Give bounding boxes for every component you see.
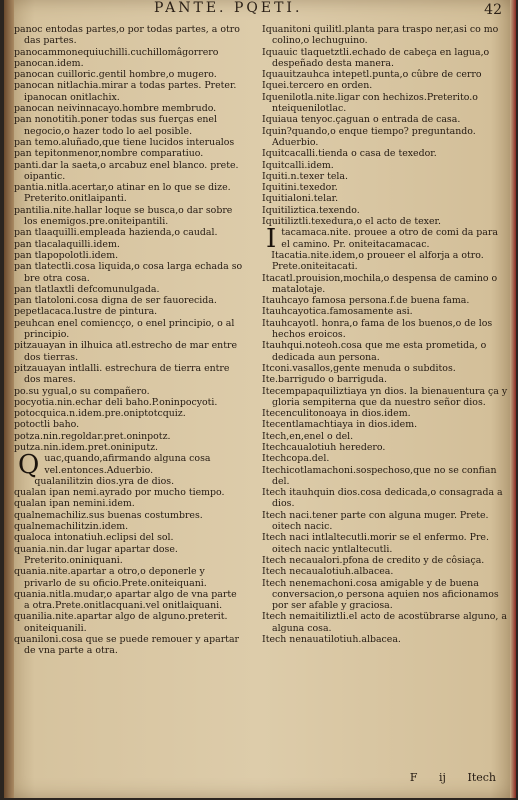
dictionary-entry: qualan ipan nemini.idem.: [14, 498, 135, 510]
dictionary-entry: pan tlacalaquilli.idem.: [14, 238, 120, 250]
dictionary-entry: pan tepitonmenor,nombre comparatiuo.: [14, 148, 204, 160]
dictionary-entry: potoctli baho.: [14, 419, 80, 431]
dictionary-entry: peuhcan enel comiencço, o enel principio, o al principio.: [14, 317, 235, 341]
dictionary-entry: quania.nin.dar lugar apartar dose. Preterito.oniniquani.: [14, 543, 178, 566]
dictionary-entry: Itech itauhquin dios.cosa dedicada,o consagrada a dios.: [262, 487, 503, 510]
dictionary-entry: Itech naci intlaltecutli.morir se el enfermo. Pre. oitech nacic yntlaltecutli.: [262, 532, 489, 555]
dictionary-entry: Iquitcalli.idem.: [262, 159, 334, 171]
dictionary-entry: Itacatia.nite.idem,o proueer el alforja a otro. Prete.oniteitacati.: [271, 249, 484, 273]
dictionary-entry: Iquiti.n.texer tela.: [262, 170, 349, 182]
dictionary-entry: Itauhcayo famosa persona.f.de buena fama.: [262, 295, 470, 307]
dictionary-entry: Itechcaualotiuh heredero.: [262, 441, 386, 453]
dictionary-entry: panocan nitlachia.mirar a todas partes. Preter. ipanocan onitlachix.: [14, 80, 237, 103]
dictionary-entry: Iquitiliztli.texedura,o el acto de texer.: [262, 216, 441, 228]
dictionary-entry: pan tlapopolotli.idem.: [14, 249, 119, 261]
dictionary-entry: pantia.nitla.acertar,o atinar en lo que se dize. Preterito.onitlaipanti.: [14, 182, 231, 205]
folio-number: 42: [484, 2, 502, 18]
dictionary-entry: pitzauayan intlalli. estrechura de tierra entre dos mares.: [14, 362, 230, 386]
dictionary-entry: Iquiaua tenyoc.çaguan o entrada de casa.: [262, 114, 461, 126]
dictionary-entry: Iquin?quando,o enque tiempo? preguntando. Aduerbio.: [262, 125, 476, 148]
dictionary-entry: Iquitcacalli.tienda o casa de texedor.: [262, 148, 437, 160]
dictionary-entry: quanilia.nite.apartar algo de alguno.preterit. oniteiquanili.: [14, 611, 228, 634]
dictionary-entry: Iquenilotla.nite.ligar con hechizos.Preterito.o nteiquenilotlac.: [262, 91, 478, 115]
drop-capital: Q: [18, 450, 40, 481]
right-column: [260, 24, 508, 645]
dictionary-entry: pitzauayan in ilhuica atl.estrecho de mar entre dos tierras.: [14, 340, 237, 363]
dictionary-entry: Itconi.vasallos,gente menuda o subditos.: [262, 362, 456, 374]
dictionary-entry: qualnemachiliz.sus buenas costumbres.: [14, 509, 203, 521]
dictionary-entry: Itech necaualori.pfona de credito y de côsiaça.: [262, 554, 485, 566]
dictionary-entry: pan nonotitih.poner todas sus fuerças enel negocio,o hazer todo lo ael posible.: [14, 114, 217, 137]
dictionary-entry: quaniloni.cosa que se puede remouer y apartar de vna parte a otra.: [14, 634, 240, 657]
dictionary-entry: panoc entodas partes,o por todas partes, a otro das partes.: [14, 24, 240, 47]
dictionary-entry: po.su ygual,o su compañero.: [14, 385, 150, 397]
dictionary-entry: Itauhqui.noteoh.cosa que me esta prometida, o dedicada aun persona.: [262, 340, 487, 363]
running-head: PANTE. PQETI.: [154, 0, 303, 16]
dictionary-entry: Iquitini.texedor.: [262, 182, 338, 194]
signature-mark: F ij: [409, 771, 446, 784]
dictionary-entry: Itauhcayotica.famosamente asi.: [262, 306, 413, 318]
dictionary-entry: pan temo.aluñado,que tiene lucidos interualos: [14, 136, 235, 148]
dictionary-entry: Itauhcayotl. honra,o fama de los buenos,o de los hechos eroicos.: [262, 317, 493, 341]
dictionary-entry: Itacatl.prouision,mochila,o despensa de camino o matalotaje.: [262, 272, 498, 295]
dictionary-entry: Itech nenauatilotiuh.albacea.: [262, 634, 401, 646]
left-column: [12, 24, 244, 657]
dictionary-entry: Itecenculitonoaya in dios.idem.: [262, 408, 411, 420]
footer-line: [410, 771, 496, 784]
dictionary-entry: Itacamaca.nite. prouee a otro de comi da para el camino. Pr. oniteitacamacac.: [266, 224, 498, 255]
dictionary-entry: pan tlatlaxtli defcomunulgada.: [14, 283, 160, 295]
dictionary-entry: quania.nitla.mudar,o apartar algo de vna parte a otra.Prete.onitlacquani.vel onitlaiquani.: [14, 588, 237, 612]
dictionary-entry: Quac,quando,afirmando alguna cosa vel.entonces.Aduerbio.: [18, 450, 211, 481]
dictionary-entry: Iquitialoni.telar.: [262, 193, 339, 205]
dictionary-entry: Iquitiliztica.texendo.: [262, 204, 360, 216]
dictionary-entry: Itechcopa.del.: [262, 453, 330, 465]
dictionary-entry: putza.nin.idem.pret.oniniputz.: [14, 441, 159, 453]
dictionary-entry: pan tlatectli.cosa liquida,o cosa larga echada so bre otra cosa.: [14, 261, 243, 284]
dictionary-entry: pan tlaaquilli.empleada hazienda,o caudal.: [14, 227, 218, 239]
dictionary-entry: qualanilitzin dios.yra de dios.: [34, 475, 175, 487]
catchword: Itech: [467, 771, 496, 784]
dictionary-entry: Itechicotlamachoni.sospechoso,que no se confian del.: [262, 464, 497, 487]
dictionary-entry: Itech necaualotiuh.albacea.: [262, 566, 394, 578]
dictionary-entry: pepetlacaca.lustre de pintura.: [14, 306, 158, 318]
dictionary-entry: qualoca intonatiuh.eclipsi del sol.: [14, 532, 174, 544]
dictionary-entry: panocan.idem.: [14, 57, 84, 69]
drop-capital: I: [266, 224, 277, 255]
dictionary-entry: quania.nite.apartar a otro,o deponerle y privarlo de su oficio.Prete.oniteiquani.: [14, 566, 207, 589]
dictionary-entry: Iquauic tlaquetztli.echado de cabeça en lagua,o despeñado desta manera.: [262, 46, 490, 69]
dictionary-entry: Iquauitzauhca intepetl.punta,o cûbre de cerro: [262, 69, 482, 81]
dictionary-entry: panocan neivinnacayo.hombre membrudo.: [14, 103, 217, 115]
dictionary-entry: pantilia.nite.hallar loque se busca,o dar sobre los enemigos.pre.oniteipantili.: [14, 204, 233, 228]
dictionary-entry: Itech nemaitiliztli.el acto de acostübrarse alguno, a alguna cosa.: [262, 611, 507, 634]
dictionary-entry: Itech nenemachoni.cosa amigable y de buena conversacion,o persona aquien nos aficionamos por ser afable y graciosa.: [262, 577, 499, 612]
dictionary-entry: panocan cuilloric.gentil hombre,o mugero.: [14, 69, 217, 81]
dictionary-entry: panocammonequiuchilli.cuchillomâgorrero: [14, 46, 219, 58]
dictionary-entry: Itecentlamachtiaya in dios.idem.: [262, 419, 418, 431]
dictionary-entry: panti.dar la saeta,o arcabuz enel blanco. prete. oipantic.: [14, 159, 239, 182]
dictionary-entry: qualnemachilitzin.idem.: [14, 521, 129, 533]
dictionary-entry: Iquanitoni quilitl.planta para traspo ner,asi co mo colino,o lechuguino.: [262, 24, 499, 47]
dictionary-entry: Itech,en,enel o del.: [262, 430, 354, 442]
book-page: [4, 0, 516, 798]
dictionary-entry: Itech naci.tener parte con alguna muger. Prete. oitech nacic.: [262, 509, 489, 533]
dictionary-entry: qualan ipan nemi.ayrado por mucho tiempo.: [14, 487, 225, 499]
dictionary-entry: potocquica.n.idem.pre.oniptotcquiz.: [14, 408, 186, 420]
dictionary-entry: Ite.barrigudo o barriguda.: [262, 374, 388, 386]
dictionary-entry: pocyotia.nin.echar deli baho.P.oninpocyoti.: [14, 396, 218, 408]
dictionary-entry: potza.nin.regoldar.pret.oninpotz.: [14, 430, 171, 442]
dictionary-entry: pan tlatoloni.cosa digna de ser fauorecida.: [14, 295, 217, 307]
page-edge: [510, 0, 516, 798]
dictionary-entry: Iquei.tercero en orden.: [262, 80, 373, 92]
dictionary-entry: Itecempapaquiliztiaya yn dios. la bienauentura ça y gloria sempiterna que da nuestro señor dios.: [262, 385, 508, 408]
